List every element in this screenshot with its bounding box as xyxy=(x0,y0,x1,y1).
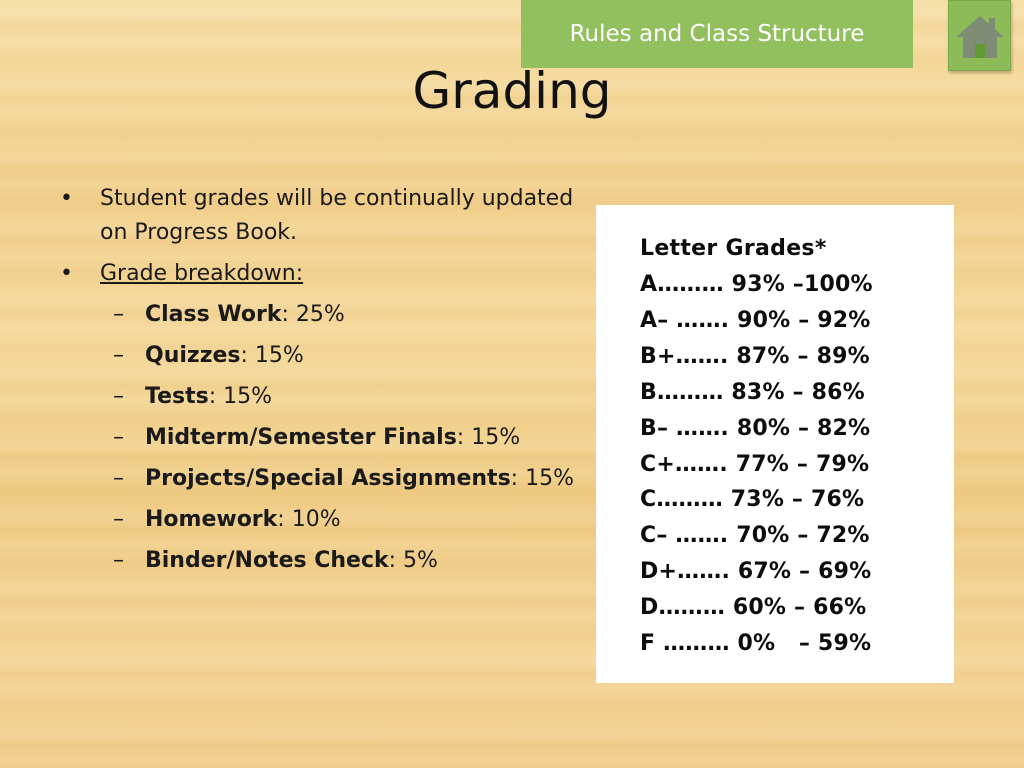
section-tab-label: Rules and Class Structure xyxy=(569,21,865,47)
bullet-item: • Student grades will be continually updated on Progress Book. xyxy=(60,186,574,245)
breakdown-item: – Class Work: 25% xyxy=(113,302,345,327)
breakdown-item: – Midterm/Semester Finals: 15% xyxy=(113,425,521,450)
grade-row: C+……. 77% – 79% xyxy=(640,451,870,477)
breakdown-item: – Projects/Special Assignments: 15% xyxy=(113,466,574,491)
breakdown-item: – Tests: 15% xyxy=(113,384,273,409)
breakdown-item: – Quizzes: 15% xyxy=(113,343,304,368)
grade-row: B……… 83% – 86% xyxy=(640,379,865,405)
grade-row: A……… 93% –100% xyxy=(640,272,873,297)
grade-row: F ……… 0% – 59% xyxy=(640,631,872,657)
breakdown-item: – Binder/Notes Check: 5% xyxy=(113,548,438,573)
page-title: Grading xyxy=(412,62,612,120)
grade-row: D……… 60% – 66% xyxy=(640,595,867,621)
section-tab[interactable] xyxy=(521,0,913,68)
letter-grades-heading: Letter Grades* xyxy=(640,236,827,261)
breakdown-item: – Homework: 10% xyxy=(113,507,341,532)
grade-row: B– ……. 80% – 82% xyxy=(640,415,871,441)
letter-grades-image xyxy=(596,205,954,683)
grade-row: C– ……. 70% – 72% xyxy=(640,523,870,549)
home-button[interactable] xyxy=(948,0,1011,71)
grade-row: A– ……. 90% – 92% xyxy=(640,307,871,333)
grading-content xyxy=(60,182,580,585)
bullet-item: • Grade breakdown: xyxy=(60,261,304,286)
home-icon xyxy=(954,10,1006,62)
grade-row: D+……. 67% – 69% xyxy=(640,559,872,585)
grade-row: C……… 73% – 76% xyxy=(640,487,865,513)
grade-row: B+……. 87% – 89% xyxy=(640,343,870,369)
